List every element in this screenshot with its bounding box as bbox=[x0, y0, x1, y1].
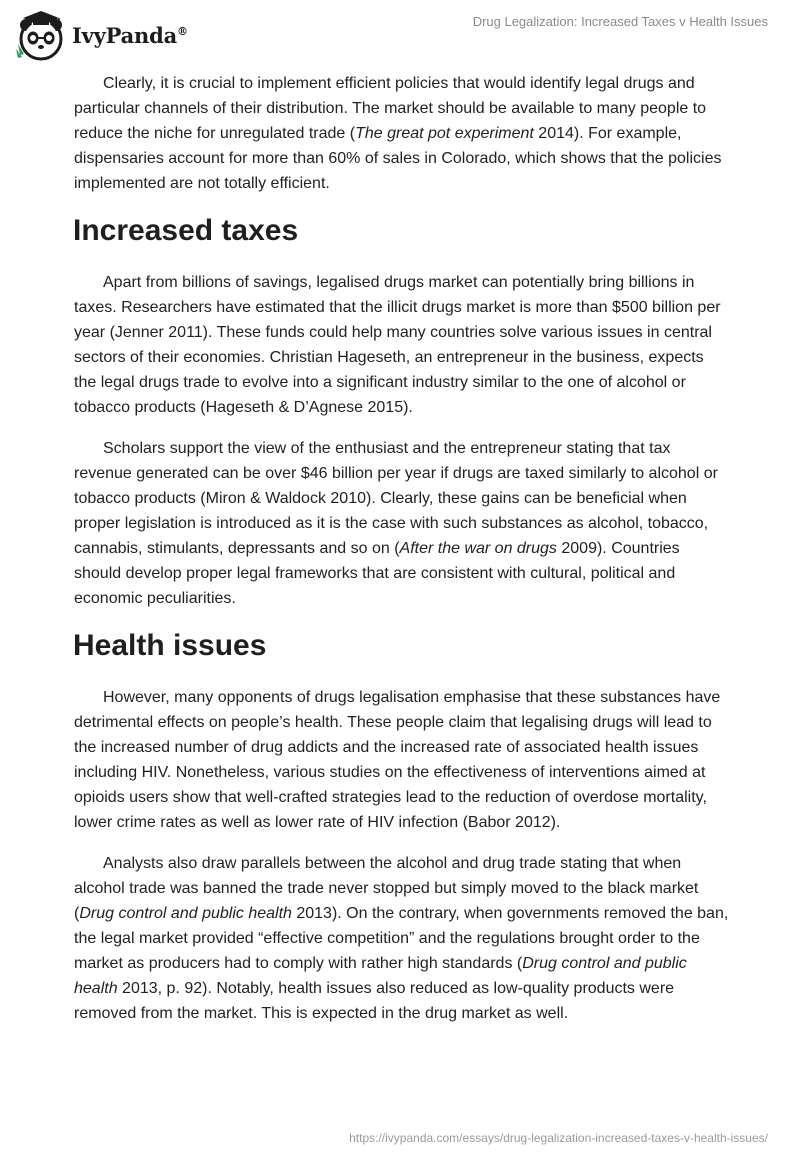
article-body bbox=[74, 71, 730, 1042]
section-heading-increased-taxes: Increased taxes bbox=[73, 214, 299, 247]
paragraph bbox=[74, 71, 730, 196]
text-run: 2013). On the contrary, when governments removed the ban, the legal market provided “effective competition” and the regulations brought order to the market as producers had to comply with rather high standards ( bbox=[74, 905, 729, 972]
text-run: 2014). For example, dispensaries account for more than 60% of sales in Colorado, which shows that the policies implemented are not totally efficient. bbox=[74, 125, 722, 192]
text-run: 2009). Countries should develop proper legal frameworks that are consistent with cultural, political and economic peculiarities. bbox=[74, 540, 680, 607]
text-run: Clearly, it is crucial to implement efficient policies that would identify legal drugs and particular channels of their distribution. The market should be available to many people to reduce the niche for unregulated trade ( bbox=[74, 75, 707, 142]
italic-citation: Drug control and public health bbox=[74, 955, 687, 997]
paragraph bbox=[74, 851, 730, 1026]
text-run: However, many opponents of drugs legalisation emphasise that these substances have detrimental effects on people’s health. These people claim that legalising drugs will lead to the increased number of drug addicts and the increased rate of associated health issues including HIV. Nonetheless, various studies on the effectiveness of interventions aimed at opioids users show that well-crafted strategies lead to the reduction of overdose mortality, lower crime rates as well as lower rate of HIV infection (Babor 2012). bbox=[74, 689, 721, 831]
text-run: Scholars support the view of the enthusiast and the entrepreneur stating that tax revenue generated can be over $46 billion per year if drugs are taxed similarly to alcohol or tobacco products (Miron & Waldock 2010). Clearly, these gains can be beneficial when proper legislation is introduced as it is the case with such substances as alcohol, tobacco, cannabis, stimulants, depressants and so on ( bbox=[74, 440, 718, 557]
text-run: Apart from billions of savings, legalised drugs market can potentially bring billions in taxes. Researchers have estimated that the illicit drugs market is more than $500 billion per year (Jenner 2011). These funds could help many countries solve various issues in central sectors of their economies. Christian Hageseth, an entrepreneur in the business, expects the legal drugs trade to evolve into a significant industry similar to the one of alcohol or tobacco products (Hageseth & D’Agnese 2015). bbox=[74, 274, 721, 416]
panda-logo-icon bbox=[14, 8, 68, 62]
text-run: Analysts also draw parallels between the alcohol and drug trade stating that when alcohol trade was banned the trade never stopped but simply moved to the black market ( bbox=[74, 855, 699, 922]
logo[interactable] bbox=[14, 8, 188, 62]
text-run: 2013, p. 92). Notably, health issues also reduced as low-quality products were removed from the market. This is expected in the drug market as well. bbox=[74, 980, 675, 1022]
document-title: Drug Legalization: Increased Taxes v Health Issues bbox=[472, 14, 768, 29]
italic-citation: After the war on drugs bbox=[399, 540, 557, 557]
italic-citation: The great pot experiment bbox=[355, 125, 534, 142]
paragraph bbox=[74, 436, 730, 611]
logo-text: IvyPanda® bbox=[72, 22, 188, 48]
paragraph bbox=[74, 685, 730, 835]
source-url[interactable]: https://ivypanda.com/essays/drug-legalization-increased-taxes-v-health-issues/ bbox=[349, 1131, 768, 1145]
page-header bbox=[0, 0, 800, 70]
paragraph bbox=[74, 270, 730, 420]
italic-citation: Drug control and public health bbox=[79, 905, 292, 922]
section-heading-health-issues: Health issues bbox=[73, 629, 267, 662]
